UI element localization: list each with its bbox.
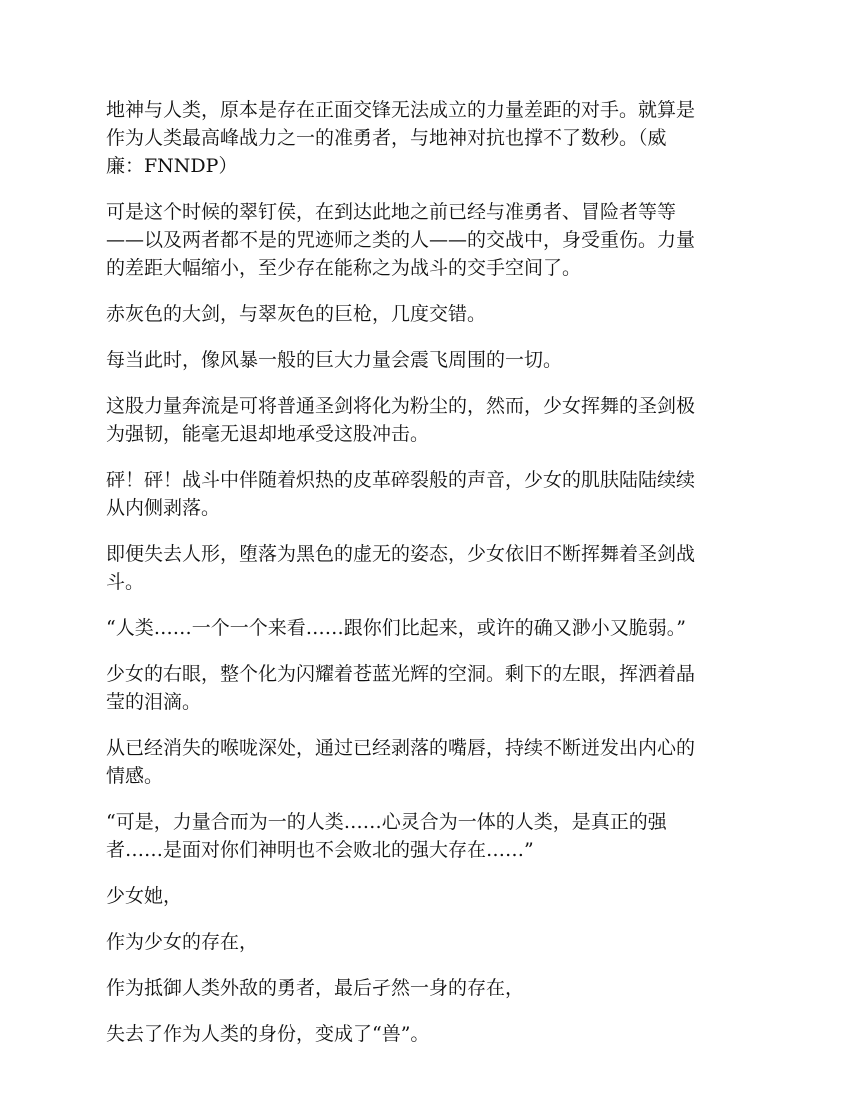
paragraph-4: 每当此时，像风暴一般的巨大力量会震飞周围的一切。 bbox=[106, 349, 563, 371]
paragraph-1: 地神与人类，原本是存在正面交锋无法成立的力量差距的对手。就算是 作为人类最高峰战力之一的准勇者，与地神对抗也撑不了数秒。（威 廉：FNNDP） bbox=[106, 99, 696, 177]
paragraph-8: “人类……一个一个来看……跟你们比起来，或许的确又渺小又脆弱。” bbox=[106, 617, 686, 639]
paragraph-14: 作为抵御人类外敌的勇者，最后孑然一身的存在， bbox=[106, 977, 525, 999]
paragraph-12: 少女她， bbox=[106, 885, 183, 907]
paragraph-9: 少女的右眼，整个化为闪耀着苍蓝光辉的空洞。剩下的左眼，挥洒着晶 莹的泪滴。 bbox=[106, 663, 696, 713]
paragraph-5: 这股力量奔流是可将普通圣剑将化为粉尘的，然而，少女挥舞的圣剑极 为强韧，能毫无退却地承受这股冲击。 bbox=[106, 395, 696, 445]
paragraph-11: “可是，力量合而为一的人类……心灵合为一体的人类，是真正的强 者……是面对你们神明也不会败北的强大存在……” bbox=[106, 811, 667, 861]
paragraph-15: 失去了作为人类的身份，变成了“兽”。 bbox=[106, 1023, 430, 1045]
paragraph-6: 砰！砰！战斗中伴随着炽热的皮革碎裂般的声音，少女的肌肤陆陆续续 从内侧剥落。 bbox=[106, 469, 696, 519]
paragraph-10: 从已经消失的喉咙深处，通过已经剥落的嘴唇，持续不断迸发出内心的 情感。 bbox=[106, 737, 696, 787]
paragraph-7: 即便失去人形，堕落为黑色的虚无的姿态，少女依旧不断挥舞着圣剑战 斗。 bbox=[106, 543, 696, 593]
paragraph-2: 可是这个时候的翠钉侯，在到达此地之前已经与准勇者、冒险者等等 ——以及两者都不是的咒迹师之类的人——的交战中，身受重伤。力量 的差距大幅缩小，至少存在能称之为战斗的交手空间了。 bbox=[106, 201, 696, 279]
paragraph-3: 赤灰色的大剑，与翠灰色的巨枪，几度交错。 bbox=[106, 303, 487, 325]
paragraph-13: 作为少女的存在， bbox=[106, 931, 259, 953]
